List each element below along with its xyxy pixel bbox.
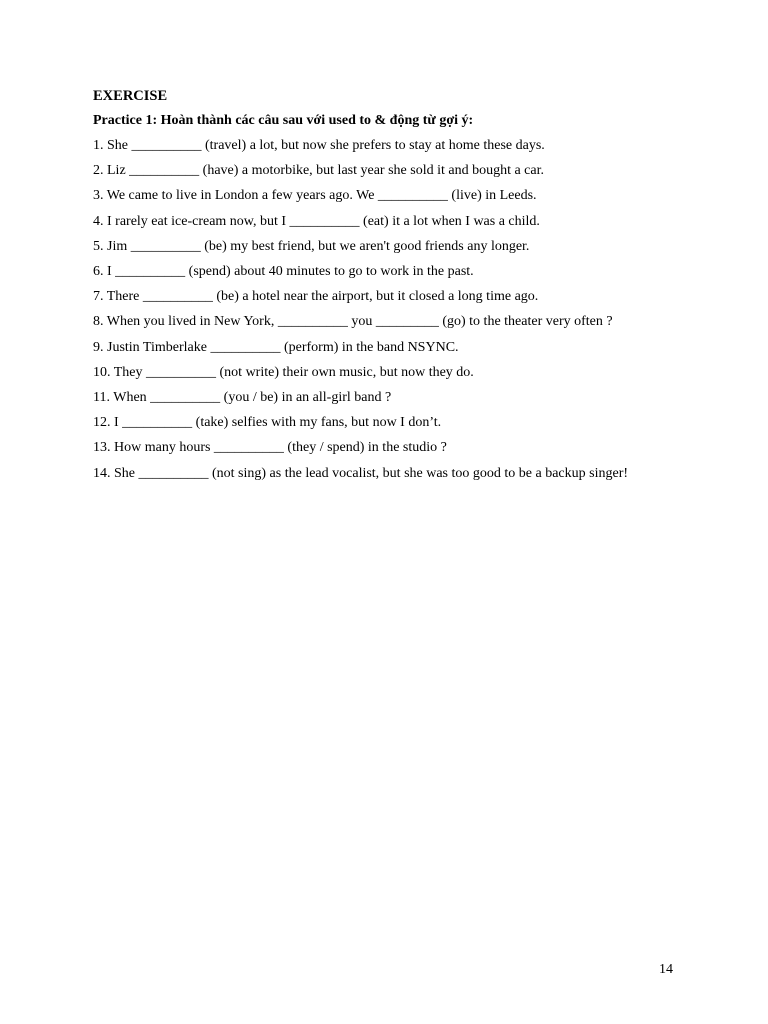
exercise-sentence-list bbox=[93, 136, 674, 486]
exercise-sentence-9: 9. Justin Timberlake __________ (perform) in the band NSYNC. bbox=[93, 339, 459, 355]
exercise-sentence-3: 3. We came to live in London a few years ago. We __________ (live) in Leeds. bbox=[93, 188, 537, 204]
exercise-sentence-14: 14. She __________ (not sing) as the lead vocalist, but she was too good to be a backup singer! bbox=[93, 466, 629, 482]
exercise-sentence-12: 12. I __________ (take) selfies with my fans, but now I don’t. bbox=[93, 415, 442, 431]
exercise-sentence-7: 7. There __________ (be) a hotel near the airport, but it closed a long time ago. bbox=[93, 289, 539, 305]
practice-instruction: Practice 1: Hoàn thành các câu sau với used to & động từ gợi ý: bbox=[93, 113, 474, 128]
exercise-sentence-6: 6. I __________ (spend) about 40 minutes to go to work in the past. bbox=[93, 263, 474, 279]
exercise-sentence-8: 8. When you lived in New York, __________ you _________ (go) to the theater very often ? bbox=[93, 314, 613, 330]
document-page bbox=[93, 86, 674, 492]
exercise-sentence-5: 5. Jim __________ (be) my best friend, but we aren't good friends any longer. bbox=[93, 238, 530, 254]
exercise-heading: EXERCISE bbox=[93, 88, 168, 104]
exercise-sentence-2: 2. Liz __________ (have) a motorbike, but last year she sold it and bought a car. bbox=[93, 163, 545, 179]
exercise-sentence-13: 13. How many hours __________ (they / spend) in the studio ? bbox=[93, 440, 447, 456]
exercise-sentence-4: 4. I rarely eat ice-cream now, but I __________ (eat) it a lot when I was a child. bbox=[93, 213, 540, 229]
exercise-sentence-1: 1. She __________ (travel) a lot, but now she prefers to stay at home these days. bbox=[93, 138, 545, 153]
exercise-sentence-10: 10. They __________ (not write) their own music, but now they do. bbox=[93, 364, 474, 380]
page-number: 14 bbox=[659, 962, 673, 977]
exercise-sentence-11: 11. When __________ (you / be) in an all-girl band ? bbox=[93, 389, 392, 405]
